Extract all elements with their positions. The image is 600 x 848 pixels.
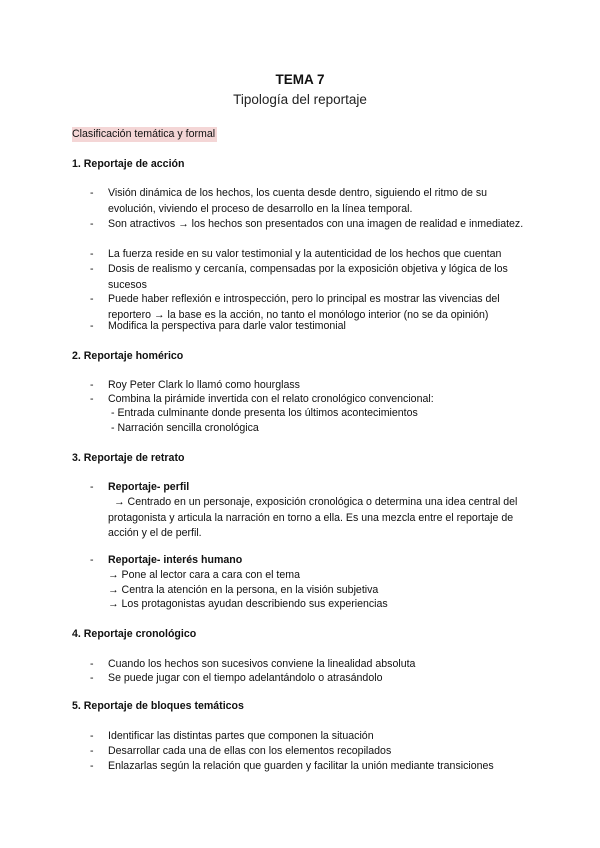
- list-item: - Enlazarlas según la relación que guarden y facilitar la unión mediante transiciones: [90, 760, 494, 772]
- list-item: - Puede haber reflexión e introspección, pero lo principal es mostrar las vivencias del reportero → la base es la acción, no tanto el monólogo interior (no se da opinión): [90, 293, 500, 321]
- arrow-line: → Centra la atención en la persona, en la visión subjetiva: [108, 584, 379, 596]
- list-item: - Dosis de realismo y cercanía, compensadas por la exposición objetiva y lógica de los sucesos: [90, 263, 508, 291]
- paragraph: → Centrado en un personaje, exposición cronológica o determina una idea central del protagonista y articula la narración en torno a ella. Es una mezcla entre el reportaje de acción y el de perfil.: [108, 496, 518, 539]
- section-heading: 3. Reportaje de retrato: [72, 452, 185, 464]
- page-title: TEMA 7: [275, 72, 325, 87]
- list-item: - Identificar las distintas partes que componen la situación: [90, 730, 374, 742]
- highlighted-label: Clasificación temática y formal: [72, 128, 216, 140]
- section-heading: 5. Reportaje de bloques temáticos: [72, 700, 244, 712]
- list-item: - Desarrollar cada una de ellas con los elementos recopilados: [90, 745, 392, 757]
- sub-heading: - Reportaje- perfil: [90, 481, 190, 493]
- sub-heading: - Reportaje- interés humano: [90, 554, 243, 566]
- arrow-line: → Pone al lector cara a cara con el tema: [108, 569, 300, 581]
- list-item: - Roy Peter Clark lo llamó como hourglass: [90, 379, 300, 391]
- list-item: - Combina la pirámide invertida con el relato cronológico convencional:: [90, 393, 434, 405]
- sub-list-item: - Entrada culminante donde presenta los últimos acontecimientos: [111, 407, 418, 419]
- list-item: - La fuerza reside en su valor testimonial y la autenticidad de los hechos que cuentan: [90, 248, 502, 260]
- page-subtitle: Tipología del reportaje: [233, 92, 367, 107]
- list-item: - Modifica la perspectiva para darle valor testimonial: [90, 320, 346, 332]
- section-heading: 2. Reportaje homérico: [72, 350, 184, 362]
- arrow-line: → Los protagonistas ayudan describiendo sus experiencias: [108, 598, 388, 610]
- list-item: - Son atractivos → los hechos son presentados con una imagen de realidad e inmediatez.: [90, 218, 524, 230]
- list-item: - Cuando los hechos son sucesivos conviene la linealidad absoluta: [90, 658, 416, 670]
- section-heading: 4. Reportaje cronológico: [72, 628, 197, 640]
- list-item: - Se puede jugar con el tiempo adelantándolo o atrasándolo: [90, 672, 383, 684]
- section-heading: 1. Reportaje de acción: [72, 158, 185, 170]
- list-item: - Visión dinámica de los hechos, los cuenta desde dentro, siguiendo el ritmo de su evolución, viviendo el proceso de desarrollo en la línea temporal.: [90, 187, 488, 215]
- sub-list-item: - Narración sencilla cronológica: [111, 422, 259, 434]
